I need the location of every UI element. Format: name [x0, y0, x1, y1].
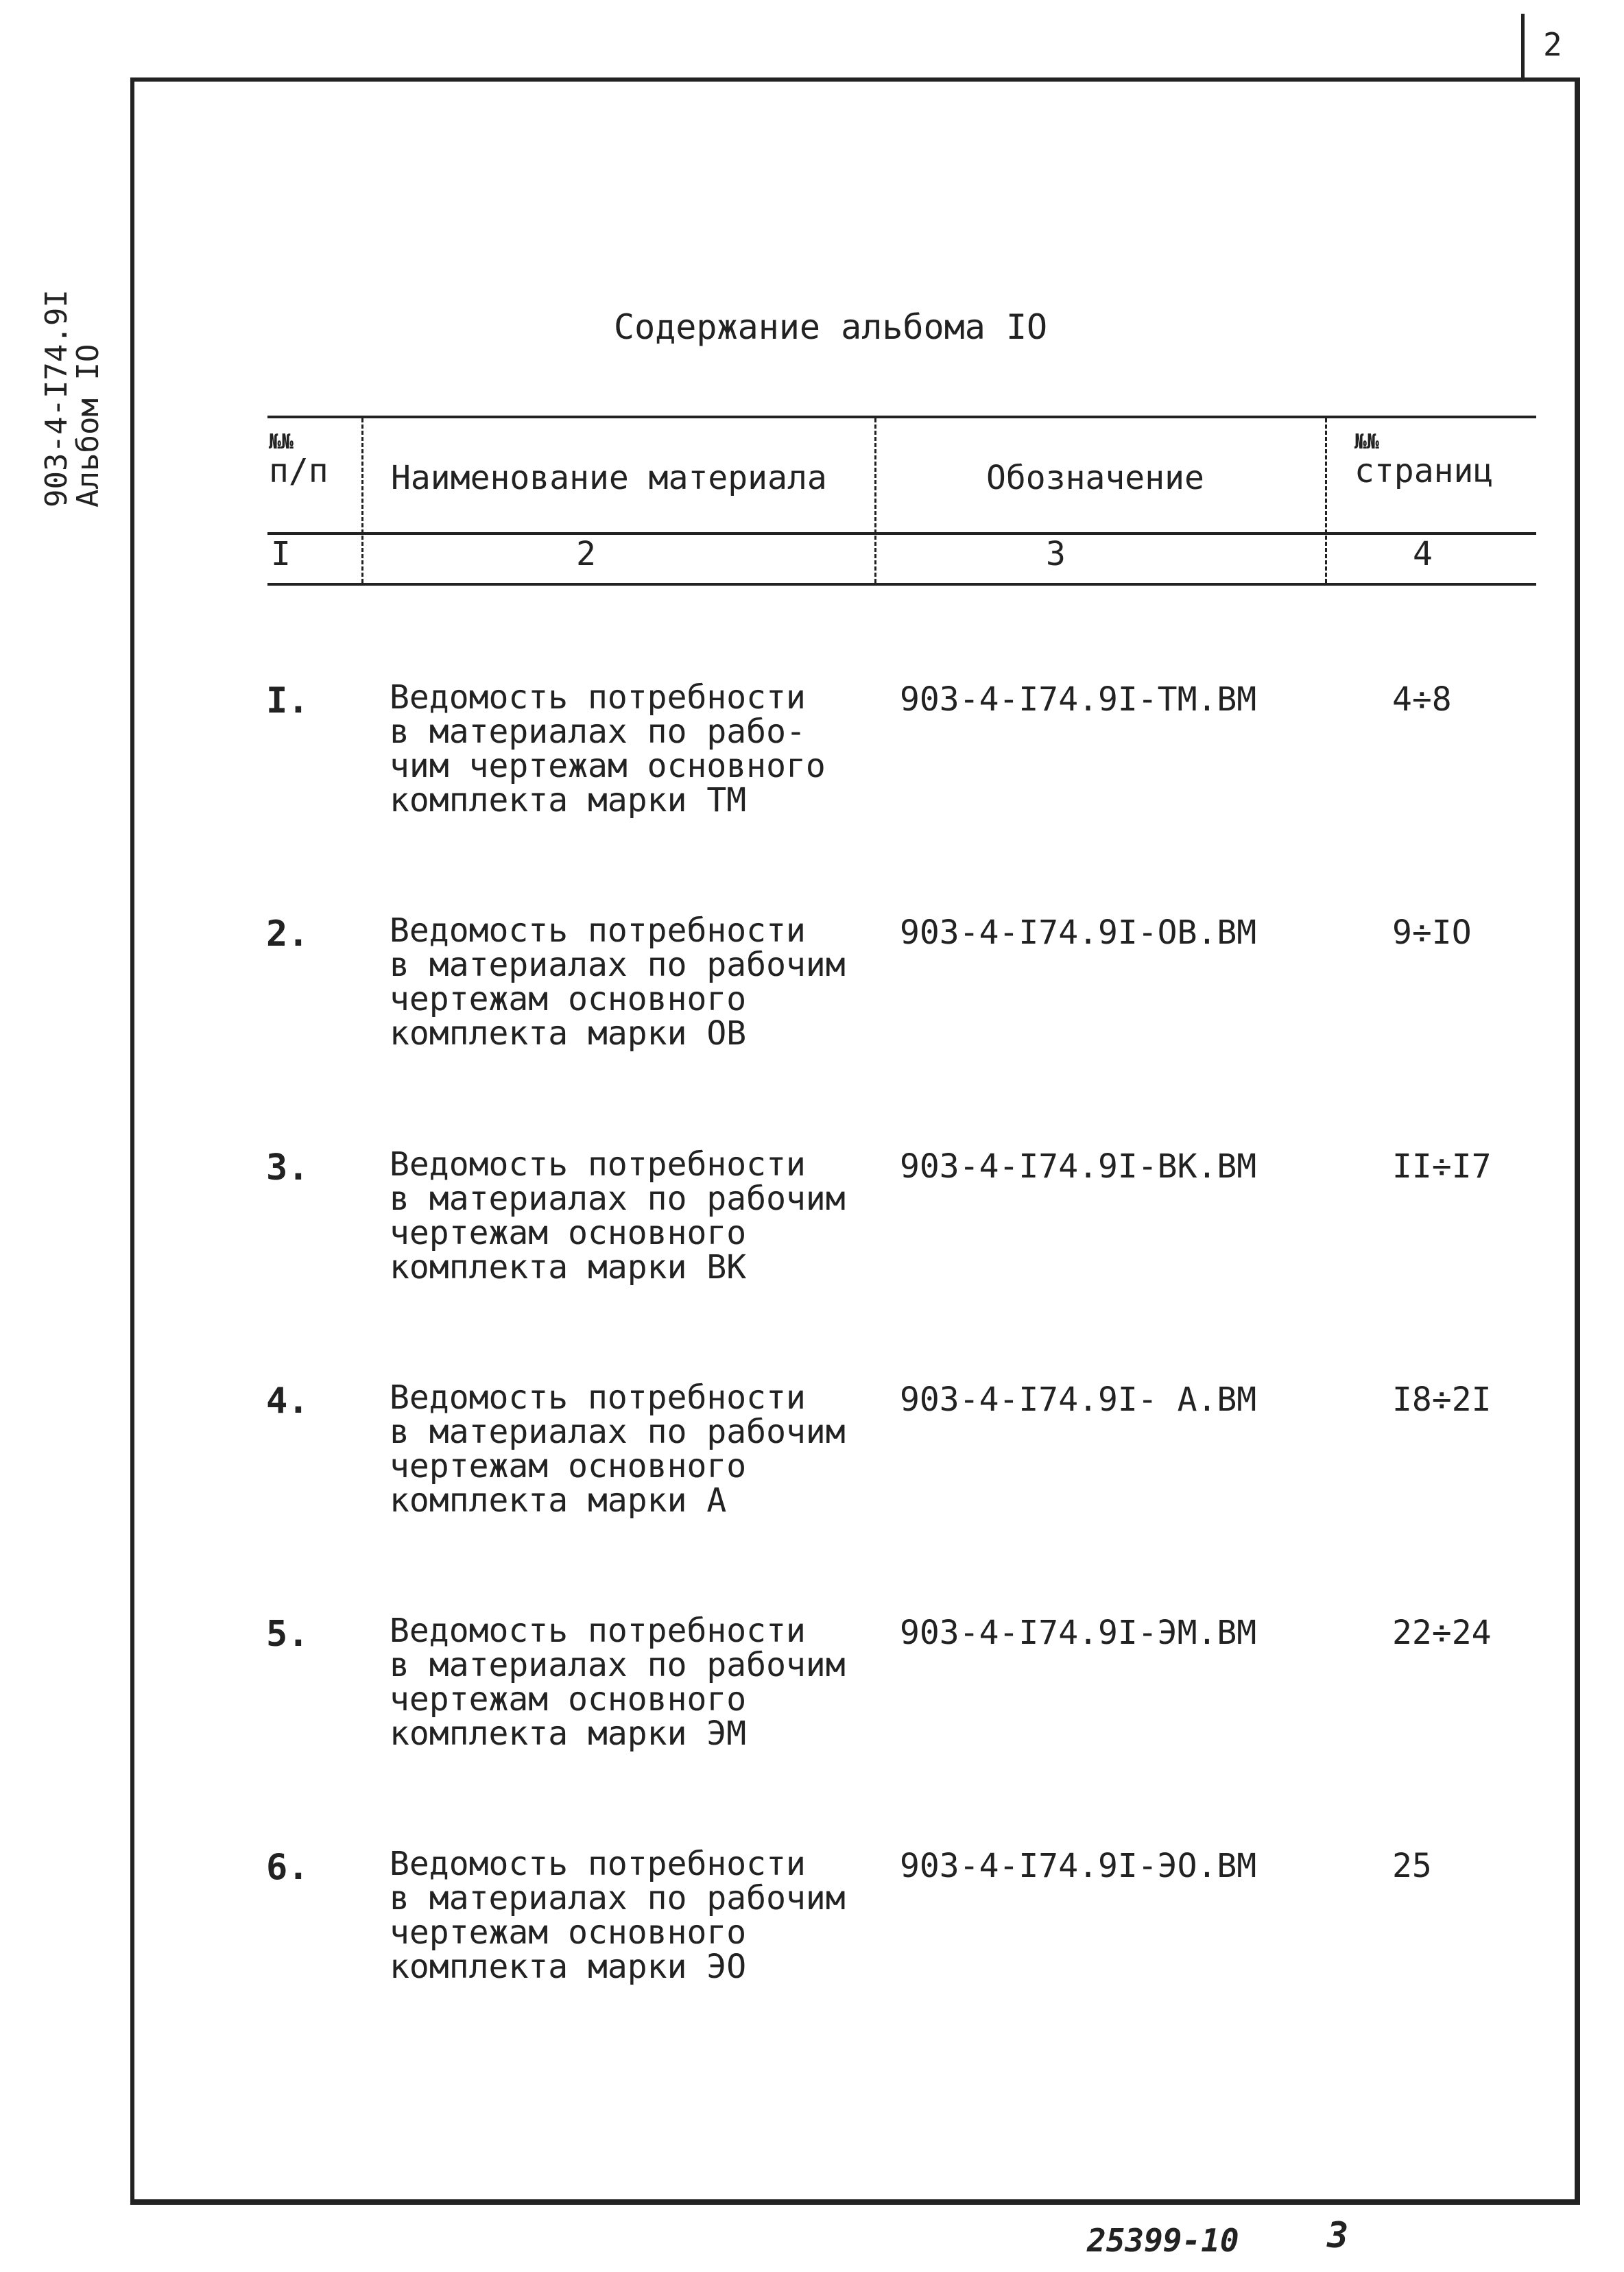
row-number: 5.: [266, 1614, 309, 1655]
row-name-line: комплекта марки ТМ: [390, 781, 747, 820]
header-col2: Наименование материала: [391, 459, 827, 497]
header-col1-number-sign: №№: [269, 430, 294, 454]
footer-page-number: 3: [1327, 2215, 1349, 2256]
side-designation-album: Альбом IO: [71, 344, 106, 507]
row-name-line: в материалах по рабочим: [390, 946, 846, 984]
column-number-1: I: [271, 535, 291, 573]
table-row: [0, 1147, 1624, 1353]
footer-archive-code: 25399-10: [1087, 2222, 1239, 2259]
row-number: 3.: [266, 1147, 309, 1188]
table-header-rule: [267, 532, 1536, 535]
row-designation: 903-4-I74.9I-ВК.ВМ: [900, 1147, 1257, 1186]
column-separator-3: [1325, 418, 1329, 583]
table-row: [0, 913, 1624, 1119]
header-col3: Обозначение: [986, 459, 1204, 497]
row-name: [390, 1847, 870, 1984]
page-title: Содержание альбома IO: [614, 307, 1048, 347]
row-number: 4.: [266, 1380, 309, 1422]
row-name-line: чертежам основного: [390, 980, 747, 1018]
table-row: [0, 1614, 1624, 1819]
row-name-line: комплекта марки А: [390, 1481, 727, 1520]
row-name-line: чертежам основного: [390, 1680, 747, 1719]
row-name-line: комплекта марки ЭО: [390, 1948, 747, 1986]
sheet-number: 2: [1543, 26, 1562, 63]
row-pages: 9÷IO: [1392, 913, 1472, 952]
column-separator-2: [874, 418, 879, 583]
column-separator-1: [361, 418, 366, 583]
row-name: [390, 1614, 870, 1751]
row-name-line: чертежам основного: [390, 1447, 747, 1485]
row-pages: II÷I7: [1392, 1147, 1492, 1186]
header-col1: [269, 431, 329, 488]
row-name: [390, 678, 870, 820]
row-pages: I8÷2I: [1392, 1380, 1492, 1419]
row-name-line: Ведомость потребности: [390, 678, 806, 717]
row-name-line: Ведомость потребности: [390, 1612, 806, 1650]
row-number: I.: [266, 680, 309, 721]
row-name-line: чертежам основного: [390, 1913, 747, 1952]
header-col1-label: п/п: [269, 452, 329, 490]
header-col4: [1354, 431, 1493, 488]
row-name-line: в материалах по рабочим: [390, 1180, 846, 1218]
table-numbers-rule: [267, 583, 1536, 586]
row-name-line: чим чертежам основного: [390, 747, 826, 785]
row-number: 6.: [266, 1847, 309, 1888]
table-row: [0, 1847, 1624, 2053]
header-col4-number-sign: №№: [1354, 430, 1380, 454]
row-designation: 903-4-I74.9I-ОВ.ВМ: [900, 913, 1257, 952]
row-name-line: комплекта марки ВК: [390, 1248, 747, 1287]
column-number-3: 3: [1046, 535, 1066, 573]
row-designation: 903-4-I74.9I-ЭО.ВМ: [900, 1847, 1257, 1885]
row-designation: 903-4-I74.9I-ТМ.ВМ: [900, 680, 1257, 719]
table-top-rule: [267, 416, 1536, 418]
column-number-2: 2: [576, 535, 596, 573]
row-name-line: комплекта марки ОВ: [390, 1014, 747, 1053]
row-name-line: чертежам основного: [390, 1214, 747, 1252]
row-number: 2.: [266, 913, 309, 955]
row-designation: 903-4-I74.9I-ЭМ.ВМ: [900, 1614, 1257, 1652]
header-col4-label: страниц: [1354, 452, 1494, 490]
row-name-line: комплекта марки ЭМ: [390, 1714, 747, 1753]
column-number-4: 4: [1413, 535, 1433, 573]
row-name-line: Ведомость потребности: [390, 1845, 806, 1883]
row-name: [390, 1145, 870, 1287]
row-name-line: в материалах по рабочим: [390, 1413, 846, 1451]
table-row: [0, 1380, 1624, 1586]
row-name-line: в материалах по рабочим: [390, 1646, 846, 1684]
row-pages: 25: [1392, 1847, 1432, 1885]
row-name: [390, 913, 870, 1051]
row-designation: 903-4-I74.9I- А.ВМ: [900, 1380, 1257, 1419]
table-row: [0, 680, 1624, 886]
row-name-line: Ведомость потребности: [390, 1378, 806, 1417]
sheet-number-divider: [1521, 14, 1525, 79]
row-pages: 4÷8: [1392, 680, 1452, 719]
row-name-line: Ведомость потребности: [390, 1145, 806, 1184]
side-designation: [41, 289, 104, 507]
row-name-line: в материалах по рабо-: [390, 713, 806, 751]
row-name-line: Ведомость потребности: [390, 911, 806, 950]
row-name-line: в материалах по рабочим: [390, 1879, 846, 1917]
row-pages: 22÷24: [1392, 1614, 1492, 1652]
side-designation-code: 903-4-I74.9I: [39, 289, 74, 507]
row-name: [390, 1380, 870, 1518]
